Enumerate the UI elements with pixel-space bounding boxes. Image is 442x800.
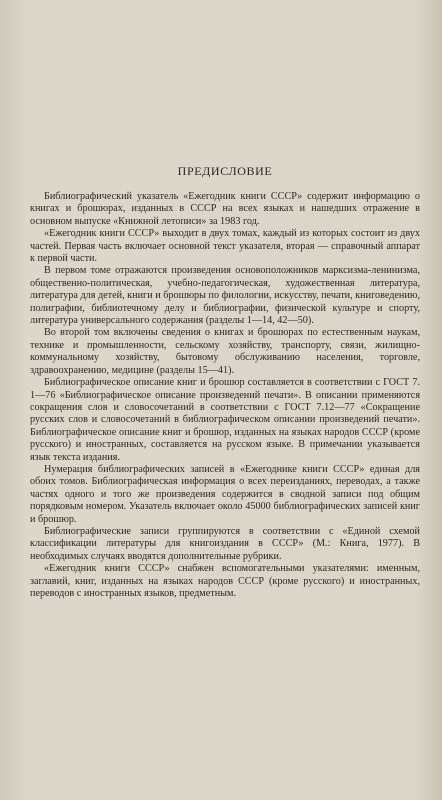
paragraph-5: Библиографическое описание книг и брошюр составляется в соответствии с ГОСТ 7. 1—76 «Библиографическое описание произведений печати». В описании применяются сокращения слов и словосочетаний в соответствии с ГОСТ 7.12—77 «Сокращение русских слов и словосочетаний в библиографическом описании произведений печати». Библиографическое описание книг и брошюр, изданных на языках народов СССР (кроме русского) и иностранных, составляется на русском языке. В примечании указывается язык текста издания. <box>30 377 420 463</box>
page-content <box>30 150 420 600</box>
paragraph-2: «Ежегодник книги СССР» выходит в двух томах, каждый из которых состоит из двух частей. Первая часть включает основной текст указателя, вторая — справочный аппарат к первой части. <box>30 228 420 265</box>
paragraph-1: Библиографический указатель «Ежегодник книги СССР» содержит информацию о книгах и брошюрах, изданных в СССР на всех языках и нашедших отражение в основном выпуске «Книжной летописи» за 1983 год. <box>30 191 420 227</box>
page-title: ПРЕДИСЛОВИЕ <box>177 164 273 178</box>
paragraph-7: Библиографические записи группируются в соответствии с «Единой схемой классификации литературы для книгоиздания в СССР» (М.: Книга, 1977). В необходимых случаях вводятся дополнительные рубрики. <box>30 525 420 562</box>
paragraph-3: В первом томе отражаются произведения основоположников марксизма-ленинизма, общественно-политическая, учебно-педагогическая, художественная литература, литература для детей, книги и брошюры по филологии, искусству, печати, книговедению, полиграфии, библиотечному делу и библиографии, физической культуре и спорту, литература универсального содержания (разделы 1—14, 42—50). <box>30 265 420 327</box>
paragraph-6: Нумерация библиографических записей в «Ежегоднике книги СССР» единая для обоих томов. Библиографическая информация о всех переизданиях, переводах, а также частях одного и того же произведения содержится в сводной записи под общим порядковым номером. Указатель включает около 45000 библиографических записей книг и брошюр. <box>30 463 420 525</box>
paragraph-4: Во второй том включены сведения о книгах и брошюрах по естественным наукам, технике и промышленности, сельскому хозяйству, транспорту, связи, жилищно-коммунальному хозяйству, бытовому обслуживанию населения, торговле, здравоохранению, медицине (разделы 15—41). <box>30 327 420 376</box>
paragraph-8: «Ежегодник книги СССР» снабжен вспомогательными указателями: именным, заглавий, книг, изданных на языках народов СССР (кроме русского) и иностранных, переводов с иностранных языков, предметным. <box>30 563 420 599</box>
